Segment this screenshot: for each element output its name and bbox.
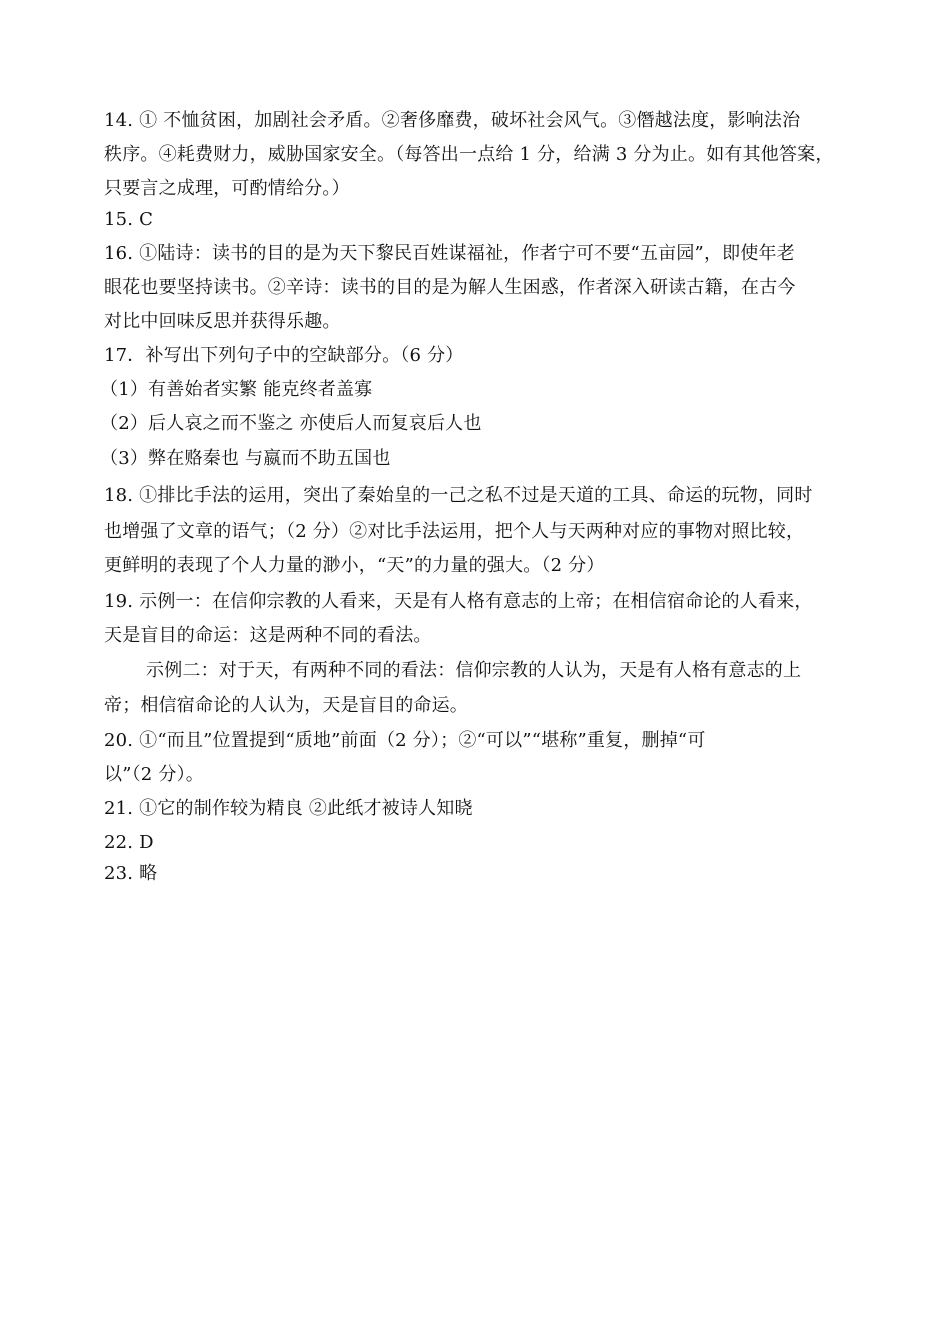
answer-14-line-1: 14. ① 不恤贫困，加剧社会矛盾。②奢侈靡费，破坏社会风气。③僭越法度，影响法治: [104, 110, 801, 131]
answer-21: 21. ①它的制作较为精良 ②此纸才被诗人知晓: [104, 798, 473, 819]
answer-17-item-1: （1）有善始者实繁 能克终者盖寡: [100, 379, 373, 400]
answer-22: 22. D: [104, 832, 154, 853]
answer-20-line-1: 20. ①“而且”位置提到“质地”前面（2 分）；②“可以”“堪称”重复，删掉“可: [104, 730, 706, 751]
answer-17-item-3: （3）弊在赂秦也 与嬴而不助五国也: [100, 448, 391, 469]
answer-17-heading: 17．补写出下列句子中的空缺部分。（6 分）: [104, 345, 464, 366]
answer-15: 15. C: [104, 209, 154, 230]
answer-18-line-1: 18. ①排比手法的运用，突出了秦始皇的一己之私不过是天道的工具、命运的玩物，同时: [104, 485, 813, 506]
answer-19-line-4: 帝；相信宿命论的人认为，天是盲目的命运。: [104, 695, 468, 716]
answer-16-line-3: 对比中回味反思并获得乐趣。: [104, 311, 341, 332]
answer-18-line-2: 也增强了文章的语气；（2 分）②对比手法运用，把个人与天两种对应的事物对照比较，: [104, 521, 805, 542]
answer-17-item-2: （2）后人哀之而不鉴之 亦使后人而复哀后人也: [100, 413, 482, 434]
answer-23: 23. 略: [104, 863, 158, 884]
answer-19-line-3: 示例二：对于天，有两种不同的看法：信仰宗教的人认为，天是有人格有意志的上: [146, 660, 802, 681]
answer-14-line-3: 只要言之成理，可酌情给分。）: [104, 178, 350, 199]
answer-14-line-2: 秩序。④耗费财力，威胁国家安全。（每答出一点给 1 分，给满 3 分为止。如有其他答案，: [104, 144, 834, 165]
answer-16-line-1: 16. ①陆诗：读书的目的是为天下黎民百姓谋福祉，作者宁可不要“五亩园”，即使年老: [104, 243, 795, 264]
answer-18-line-3: 更鲜明的表现了个人力量的渺小，“天”的力量的强大。（2 分）: [104, 555, 605, 576]
answer-19-line-1: 19. 示例一：在信仰宗教的人看来，天是有人格有意志的上帝；在相信宿命论的人看来，: [104, 591, 813, 612]
answer-16-line-2: 眼花也要坚持读书。②辛诗：读书的目的是为解人生困惑，作者深入研读古籍，在古今: [104, 277, 796, 298]
answer-19-line-2: 天是盲目的命运：这是两种不同的看法。: [104, 625, 432, 646]
answer-20-line-2: 以”（2 分）。: [104, 764, 204, 785]
